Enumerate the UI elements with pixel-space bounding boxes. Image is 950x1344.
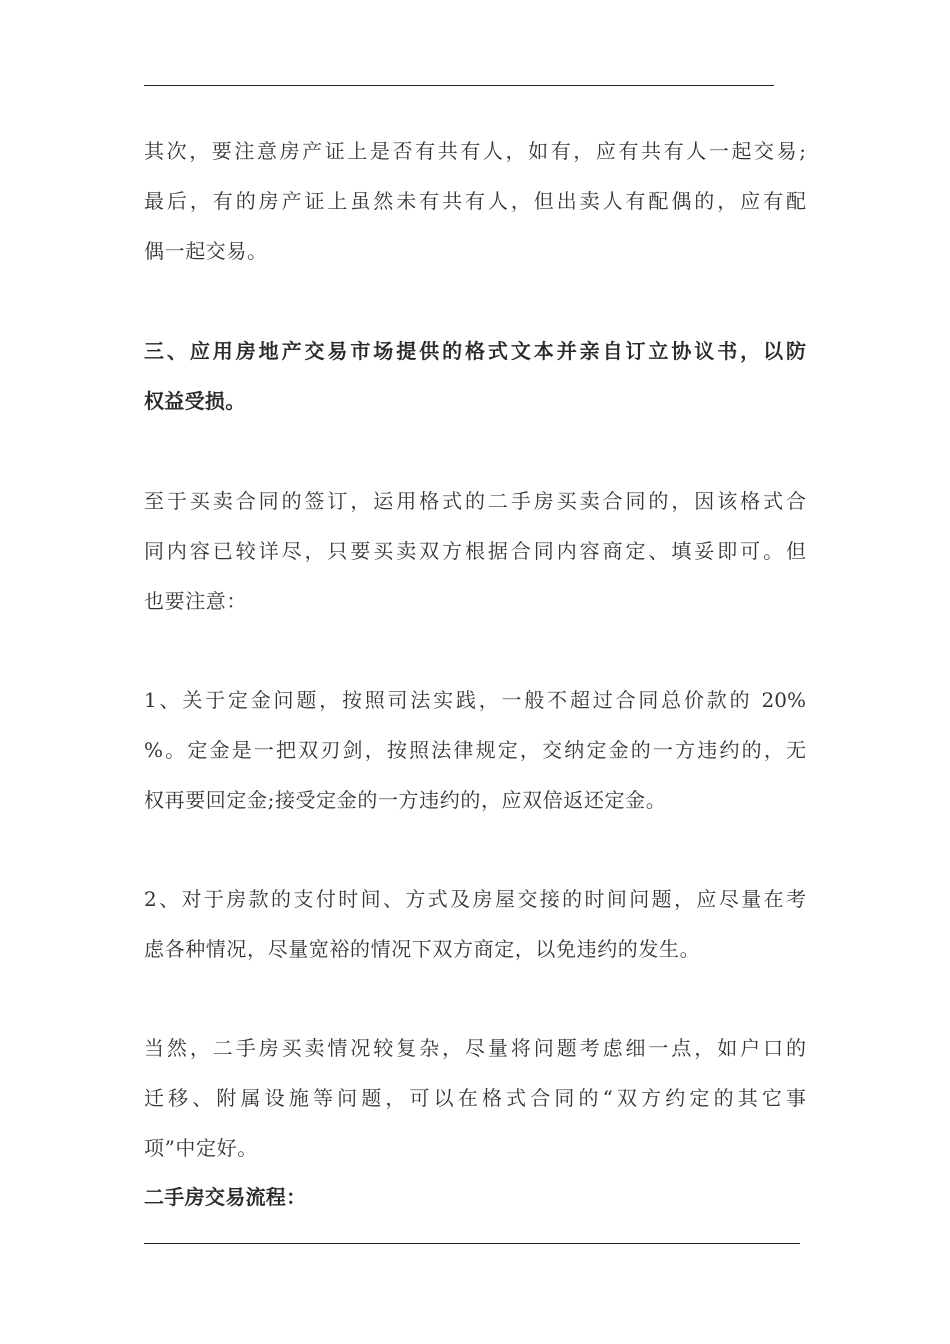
paragraph-line: 至于买卖合同的签订，运用格式的二手房买卖合同的，因该格式合: [144, 489, 806, 513]
paragraph-line: 迁移、附属设施等问题，可以在格式合同的“双方约定的其它事: [144, 1086, 806, 1110]
paragraph-line: 同内容已较详尽，只要买卖双方根据合同内容商定、填妥即可。但: [144, 539, 806, 563]
paragraph-line: 当然，二手房买卖情况较复杂，尽量将问题考虑细一点，如户口的: [144, 1036, 806, 1060]
paragraph-line: 也要注意：: [144, 589, 247, 613]
footer-rule: [144, 1243, 800, 1244]
list-item-line: 虑各种情况，尽量宽裕的情况下双方商定，以免违约的发生。: [144, 937, 701, 961]
list-item-line: %。定金是一把双刃剑，按照法律规定，交纳定金的一方违约的，无: [144, 738, 806, 762]
list-item-line: 权再要回定金;接受定金的一方违约的，应双倍返还定金。: [144, 788, 667, 812]
list-item-line: 2、对于房款的支付时间、方式及房屋交接的时间问题，应尽量在考: [144, 887, 806, 911]
paragraph-line: 其次，要注意房产证上是否有共有人，如有，应有共有人一起交易;: [144, 139, 806, 163]
section-heading: 三、应用房地产交易市场提供的格式文本并亲自订立协议书，以防: [144, 339, 806, 363]
header-rule: [144, 85, 774, 86]
section-heading: 权益受损。: [144, 389, 246, 413]
paragraph-line: 项”中定好。: [144, 1136, 258, 1160]
paragraph-line: 偶一起交易。: [144, 239, 268, 263]
list-item-line: 1、关于定金问题，按照司法实践，一般不超过合同总价款的 20%: [144, 688, 806, 712]
paragraph-line: 最后，有的房产证上虽然未有共有人，但出卖人有配偶的，应有配: [144, 189, 806, 213]
section-heading: 二手房交易流程：: [144, 1185, 307, 1209]
